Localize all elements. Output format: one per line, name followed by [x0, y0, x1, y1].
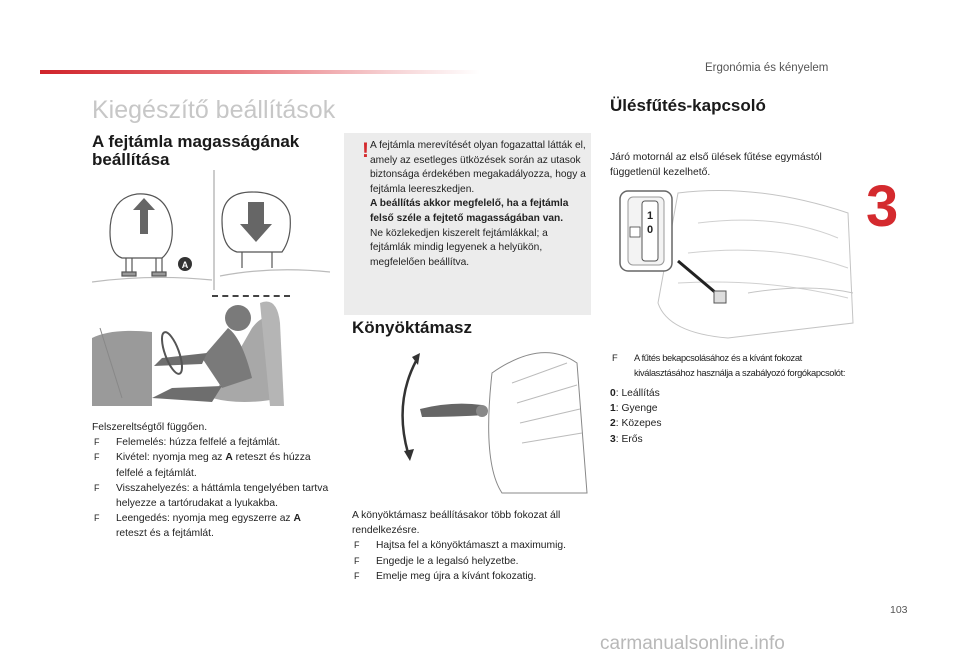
- bullet-icon: F: [94, 452, 100, 463]
- seat-heating-instruction: F A fűtés bekapcsolásához és a kívánt fokozat kiválasztásához használja a szabályozó forgókapcsolót:: [612, 353, 846, 378]
- armrest-illustration: [392, 343, 592, 500]
- headrest-instructions: [92, 420, 332, 542]
- warning-icon: !: [362, 139, 369, 162]
- list-item: F Emelje meg újra a kívánt fokozatig.: [352, 569, 592, 584]
- headrest-illustration: [92, 170, 332, 300]
- headrest-intro: Felszereltségtől függően.: [92, 422, 208, 433]
- dial-label-0: 0: [646, 224, 654, 236]
- list-item: F Felemelés: húzza felfelé a fejtámlát.: [92, 435, 332, 450]
- heating-levels: [610, 386, 662, 447]
- dial-label-1: 1: [646, 210, 654, 222]
- page-title: Kiegészítő beállítások: [92, 96, 336, 124]
- level-row: 2: Közepes: [610, 418, 662, 430]
- seat-heating-intro: Járó motornál az első ülések fűtése egymástól függetlenül kezelhető.: [610, 152, 822, 179]
- page-number: 103: [890, 604, 908, 616]
- chapter-number: 3: [866, 174, 899, 239]
- seat-heat-icon: [630, 227, 640, 237]
- list-item: F Kivétel: nyomja meg az A reteszt és húzza felfelé a fejtámlát.: [94, 452, 311, 479]
- warning-bold-paragraph: A beállítás akkor megfelelő, ha a fejtámla felső széle a fejtető magasságában van.: [370, 198, 569, 224]
- chapter-title: Ergonómia és kényelem: [705, 62, 829, 74]
- armrest-heading: Könyöktámasz: [352, 318, 472, 337]
- bullet-icon: F: [94, 513, 100, 524]
- bullet-icon: F: [354, 540, 360, 551]
- armrest-instructions: [352, 508, 592, 584]
- lock-label-a: [178, 257, 192, 271]
- level-row: 3: Erős: [610, 433, 643, 445]
- bullet-icon: F: [354, 555, 360, 566]
- warning-paragraph: A fejtámla merevítését olyan fogazattal látták el, amely az esetleges ütközések során az utasok biztonsága érdekében megakadályozza, hogy a fejtámla leereszkedjen.: [370, 140, 586, 195]
- list-item: F Engedje le a legalsó helyzetbe.: [352, 554, 592, 569]
- level-row: 1: Gyenge: [610, 403, 658, 415]
- list-item: F Leengedés: nyomja meg egyszerre az A reteszt és a fejtámlát.: [94, 513, 301, 540]
- armrest-intro: A könyöktámasz beállításakor több fokozat áll rendelkezésre.: [352, 510, 561, 537]
- heating-dial-icon[interactable]: [714, 291, 726, 303]
- list-item: F Hajtsa fel a könyöktámaszt a maximumig.: [352, 538, 592, 553]
- warning-text: [357, 139, 587, 270]
- list-item: F Visszahelyezés: a háttámla tengelyében tartva helyezze a tartórudakat a lyukakba.: [94, 482, 329, 510]
- seat-heating-heading: Ülésfűtés-kapcsoló: [610, 96, 766, 115]
- headrest-heading: [92, 133, 332, 169]
- level-row: 0: Leállítás: [610, 388, 660, 399]
- headrest-right-image: [220, 192, 330, 276]
- top-accent-bar: [40, 70, 480, 74]
- warning-paragraph-2: Ne közlekedjen kiszerelt fejtámlákkal; a fejtámlák mindig legyenek a helyükön, megfelelően beállítva.: [370, 227, 548, 268]
- bullet-icon: F: [612, 353, 618, 363]
- armrest-curve-arrow-icon: [403, 361, 416, 453]
- bullet-icon: F: [94, 437, 100, 448]
- headrest-heading-line1: A fejtámla magasságának: [92, 132, 300, 151]
- svg-text:A: A: [181, 260, 189, 270]
- headrest-heading-line2: beállítása: [92, 150, 170, 169]
- dashed-separator: [212, 295, 290, 297]
- driver-position-illustration: [92, 298, 332, 406]
- watermark: carmanualsonline.info: [600, 633, 785, 654]
- bullet-icon: F: [354, 570, 360, 581]
- seat-heating-illustration: [608, 183, 858, 343]
- bullet-icon: F: [94, 482, 100, 493]
